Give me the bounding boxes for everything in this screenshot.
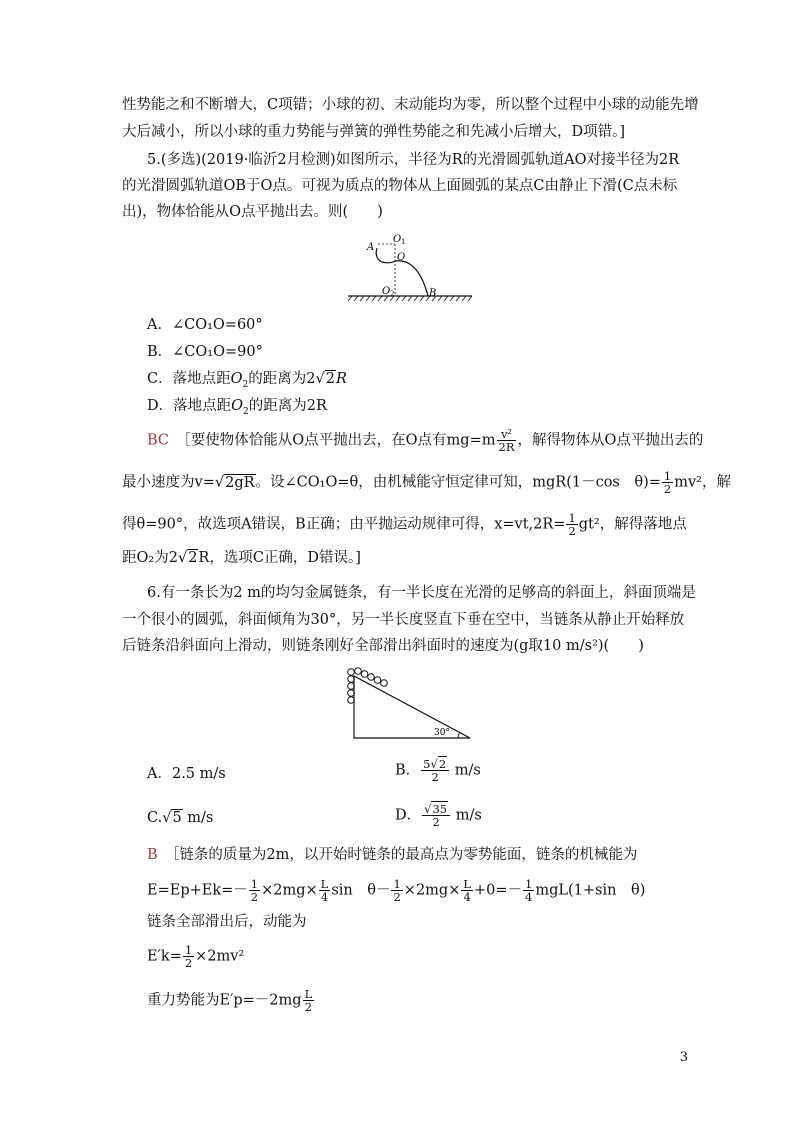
q6-option-a: A．2.5 m/s [147,766,226,782]
q5-option-c: C．落地点距$O_2$的距离为2√2R [147,371,347,390]
a5-line-4: 距O₂为2√2R，选项C正确，D错误。] [122,550,361,566]
q5-option-d: D．落地点距$O_2$的距离为2R [147,398,327,417]
a5-line-1: BC ［要使物体恰能从O点平抛出去，在O点有mg=m $\frac{\text{v²}}{2R}$ ，解得物体从O点平抛出去的 [147,427,704,454]
label-B: B [429,288,437,299]
label-O1-sub: 1 [401,238,406,246]
a6-line-3: 链条全部滑出后，动能为 [147,914,307,930]
ground-hatch [348,296,472,301]
q6-line-2: 一个很小的圆弧，斜面倾角为30°，另一半长度竖直下垂在空中，当链条从静止开始释放 [122,612,685,628]
page-number: 3 [679,1050,688,1065]
angle-arc [458,732,460,738]
q5-option-a: A．∠CO₁O=60° [147,317,263,333]
a6-line-5: 重力势能为E′p=－2mg $\frac{L}{2}$ [147,987,313,1014]
q6-figure [336,660,476,742]
q5-figure [340,230,480,310]
label-A: A [367,242,375,253]
arc-AO [376,248,395,263]
q6-line-3: 后链条沿斜面向上滑动，则链条刚好全部滑出斜面时的速度为(g取10 m/s²)( ) [122,638,644,654]
incline-triangle [354,676,470,738]
prev-line-1: 性势能之和不断增大，C项错；小球的初、末动能均为零，所以整个过程中小球的动能先增 [122,97,699,113]
a6-line-4: E′k= $\frac{1}{2}$ ×2mv² [147,943,245,970]
q6-option-c: C.√5 m/s [147,810,214,826]
label-O: O [397,252,406,263]
arc-OB [395,261,428,296]
label-O2-sub: 2 [390,290,395,298]
a5-answer-tag: BC [147,432,170,449]
q5-line-3: 出)，物体恰能从O点平抛出去。则( ) [122,204,383,220]
a6-line-2: E=Ep+Ek=－ $\frac{1}{2}$ ×2mg× $\frac{L}{4}$ sin θ－ $\frac{1}{2}$ ×2mg× $\frac{L}{4}$ +0=－ $\frac{1}{4}$ mgL(1+sin θ) [147,877,646,904]
q6-line-1: 6.有一条长为2 m的均匀金属链条，有一半长度在光滑的足够高的斜面上，斜面顶端是 [147,585,696,601]
a5-line-3: 得θ=90°，故选项A错误，B正确；由平抛运动规律可得，x=vt,2R= $\frac{1}{2}$ gt²，解得落地点 [122,511,687,538]
q6-option-d: D． $\frac{√35}{2}$ m/s [395,802,482,829]
label-O2: O [382,286,391,297]
q6-option-b: B． $\frac{5√2}{2}$ m/s [395,757,481,784]
a6-line-1: B ［链条的质量为2m，以开始时链条的最高点为零势能面，链条的机械能为 [147,847,638,863]
label-O1: O [393,234,402,245]
a5-line-2: 最小速度为v=√2gR。设∠CO₁O=θ，由机械能守恒定律可知，mgR(1－cos θ)= $\frac{1}{2}$ mv²，解 [122,469,731,496]
angle-label: 30° [434,728,450,738]
q5-option-b: B．∠CO₁O=90° [147,344,263,360]
chain-hanging [348,669,355,704]
chain-on-incline [355,668,388,687]
prev-line-2: 大后减小，所以小球的重力势能与弹簧的弹性势能之和先减小后增大，D项错。] [122,124,626,140]
a6-answer-tag: B [147,847,158,863]
q5-line-2: 的光滑圆弧轨道OB于O点。可视为质点的物体从上面圆弧的某点C由静止下滑(C点未标 [122,178,678,194]
q5-line-1: 5.(多选)(2019·临沂2月检测)如图所示，半径为R的光滑圆弧轨道AO对接半径为2R [147,152,680,168]
